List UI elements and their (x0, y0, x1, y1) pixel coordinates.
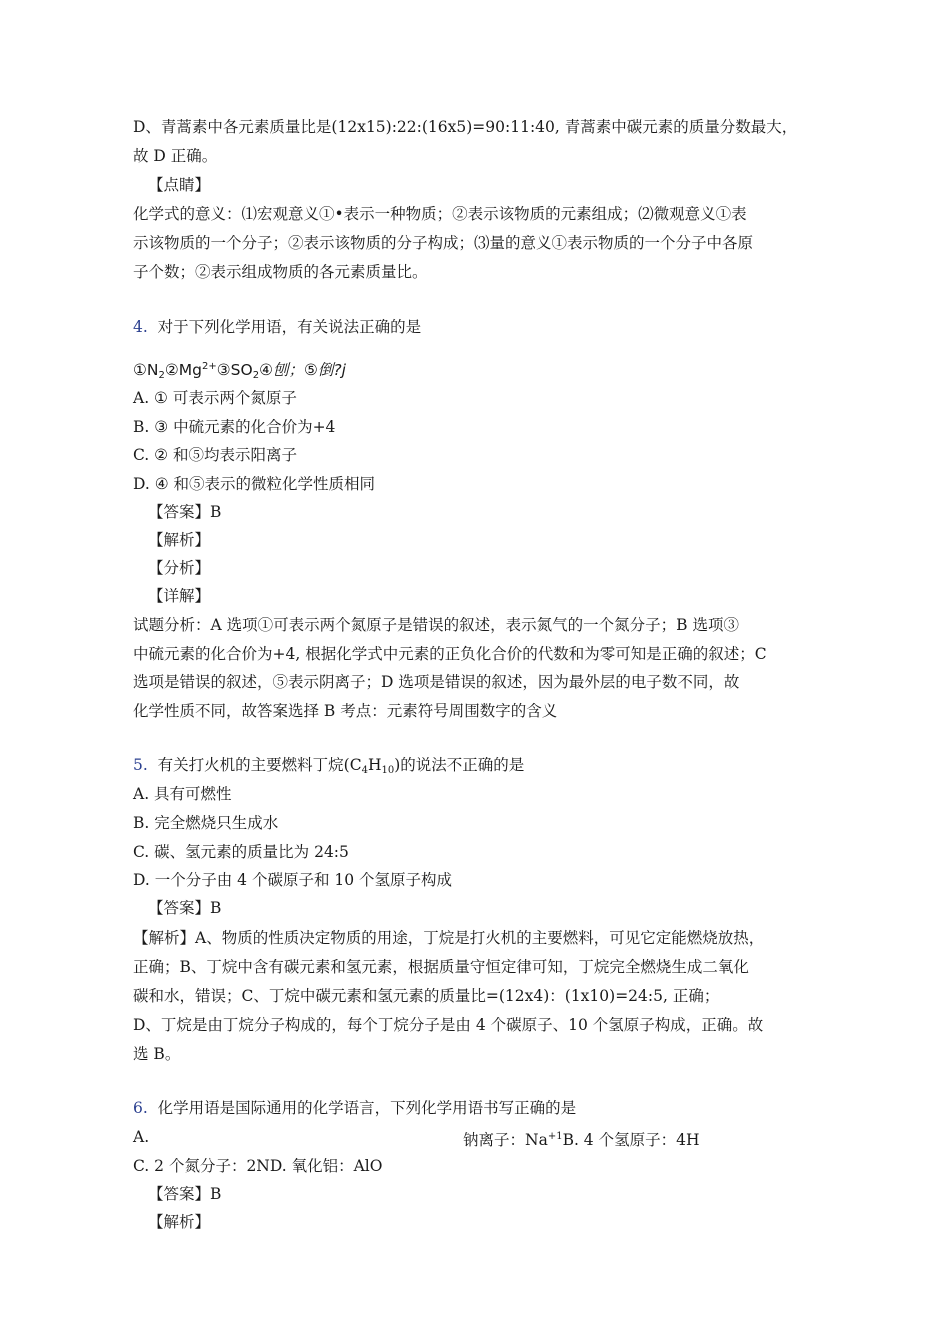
symbol-mg: Mg (178, 361, 203, 379)
q5-option-d: D. 一个分子由 4 个碳原子和 10 个氢原子构成 (133, 871, 453, 889)
q6-stem-text: 化学用语是国际通用的化学语言，下列化学用语书写正确的是 (157, 1099, 577, 1117)
q4-symbols (133, 356, 346, 387)
symbol-so-subscript: 2 (252, 370, 260, 381)
q6-answer: 【答案】B (148, 1185, 222, 1203)
q6-option-a-text: 钠离子：Na (463, 1131, 548, 1149)
q5-number: 5. (133, 756, 148, 774)
q4-option-b: B. ③ 中硫元素的化合价为+4 (133, 418, 336, 436)
q5-analysis-line3: 碳和水，错误；C、丁烷中碳元素和氢元素的质量比=(12x4)：(1x10)=24:5, 正确； (133, 987, 720, 1005)
q4-option-c: C. ② 和⑤均表示阳离子 (133, 446, 297, 464)
q5-analysis-line5: 选 B。 (133, 1045, 181, 1063)
q6-option-a-superscript: +1 (547, 1131, 563, 1142)
q4-jiexi-label: 【解析】 (148, 531, 211, 549)
q4-stem (133, 316, 421, 338)
q4-xiangjie-label: 【详解】 (148, 587, 211, 605)
q3-option-d-line2: 故 D 正确。 (133, 147, 218, 165)
q5-option-b: B. 完全燃烧只生成水 (133, 814, 279, 832)
q6-stem (133, 1097, 576, 1119)
q4-number: 4. (133, 318, 148, 336)
q6-option-a-label: A. (133, 1128, 150, 1146)
q5-analysis-line2: 正确；B、丁烷中含有碳元素和氢元素，根据质量守恒定律可知，丁烷完全燃烧生成二氧化 (133, 958, 749, 976)
circle-2: ② (164, 361, 179, 379)
q6-jiexi-label: 【解析】 (148, 1213, 211, 1231)
symbol-n: N (146, 361, 159, 379)
dianjing-line3: 子个数；②表示组成物质的各元素质量比。 (133, 263, 428, 281)
q6-option-cd: C. 2 个氮分子：2ND. 氧化铝：AlO (133, 1157, 383, 1175)
q3-option-d-line1: D、青蒿素中各元素质量比是(12x15):22:(16x5)=90:11:40, 青蒿素中碳元素的质量分数最大， (133, 118, 798, 136)
dianjing-line2: 示该物质的一个分子；②表示该物质的分子构成；⑶量的意义①表示物质的一个分子中各原 (133, 234, 754, 252)
q5-stem-part-a: 有关打火机的主要燃料丁烷(C (157, 756, 362, 774)
q4-option-a: A. ① 可表示两个氮原子 (133, 389, 297, 407)
circle-3: ③ (216, 361, 231, 379)
symbol-rest: ④刨；⑤倒?j (259, 361, 346, 379)
q5-analysis-line4: D、丁烷是由丁烷分子构成的，每个丁烷分子是由 4 个碳原子、10 个氢原子构成，正确。故 (133, 1016, 764, 1034)
q4-answer: 【答案】B (148, 503, 222, 521)
q4-option-d: D. ④ 和⑤表示的微粒化学性质相同 (133, 475, 376, 493)
q4-fenxi-label: 【分析】 (148, 559, 211, 577)
symbol-n-subscript: 2 (158, 370, 165, 381)
q4-detail-line2: 中硫元素的化合价为+4, 根据化学式中元素的正负化合价的代数和为零可知是正确的叙述；C (133, 645, 767, 663)
circle-1: ① (133, 361, 147, 379)
q5-stem-part-b: H (367, 756, 382, 774)
q6-option-ab-line (463, 1126, 699, 1151)
q6-number: 6. (133, 1099, 148, 1117)
symbol-mg-superscript: 2+ (202, 361, 217, 372)
q5-stem-part-c: )的说法不正确的是 (394, 756, 525, 774)
q4-stem-text: 对于下列化学用语，有关说法正确的是 (157, 318, 422, 336)
q5-h-subscript: 10 (381, 765, 395, 776)
q6-option-b: B. 4 个氢原子：4H (562, 1131, 700, 1149)
q4-detail-line1: 试题分析：A 选项①可表示两个氮原子是错误的叙述，表示氮气的一个氮分子；B 选项③ (133, 616, 739, 634)
q5-answer: 【答案】B (148, 899, 222, 917)
q4-detail-line4: 化学性质不同，故答案选择 B 考点：元素符号周围数字的含义 (133, 702, 558, 720)
dianjing-label: 【点睛】 (148, 176, 211, 194)
q5-option-c: C. 碳、氢元素的质量比为 24:5 (133, 843, 349, 861)
q5-option-a: A. 具有可燃性 (133, 785, 232, 803)
q4-detail-line3: 选项是错误的叙述，⑤表示阴离子；D 选项是错误的叙述，因为最外层的电子数不同，故 (133, 673, 740, 691)
q5-stem (133, 754, 524, 782)
dianjing-line1: 化学式的意义：⑴宏观意义①•表示一种物质；②表示该物质的元素组成；⑵微观意义①表 (133, 205, 747, 223)
q5-analysis-line1: 【解析】A、物质的性质决定物质的用途，丁烷是打火机的主要燃料，可见它定能燃烧放热， (133, 929, 765, 947)
q5-c-subscript: 4 (361, 765, 368, 776)
symbol-so: SO (230, 361, 253, 379)
